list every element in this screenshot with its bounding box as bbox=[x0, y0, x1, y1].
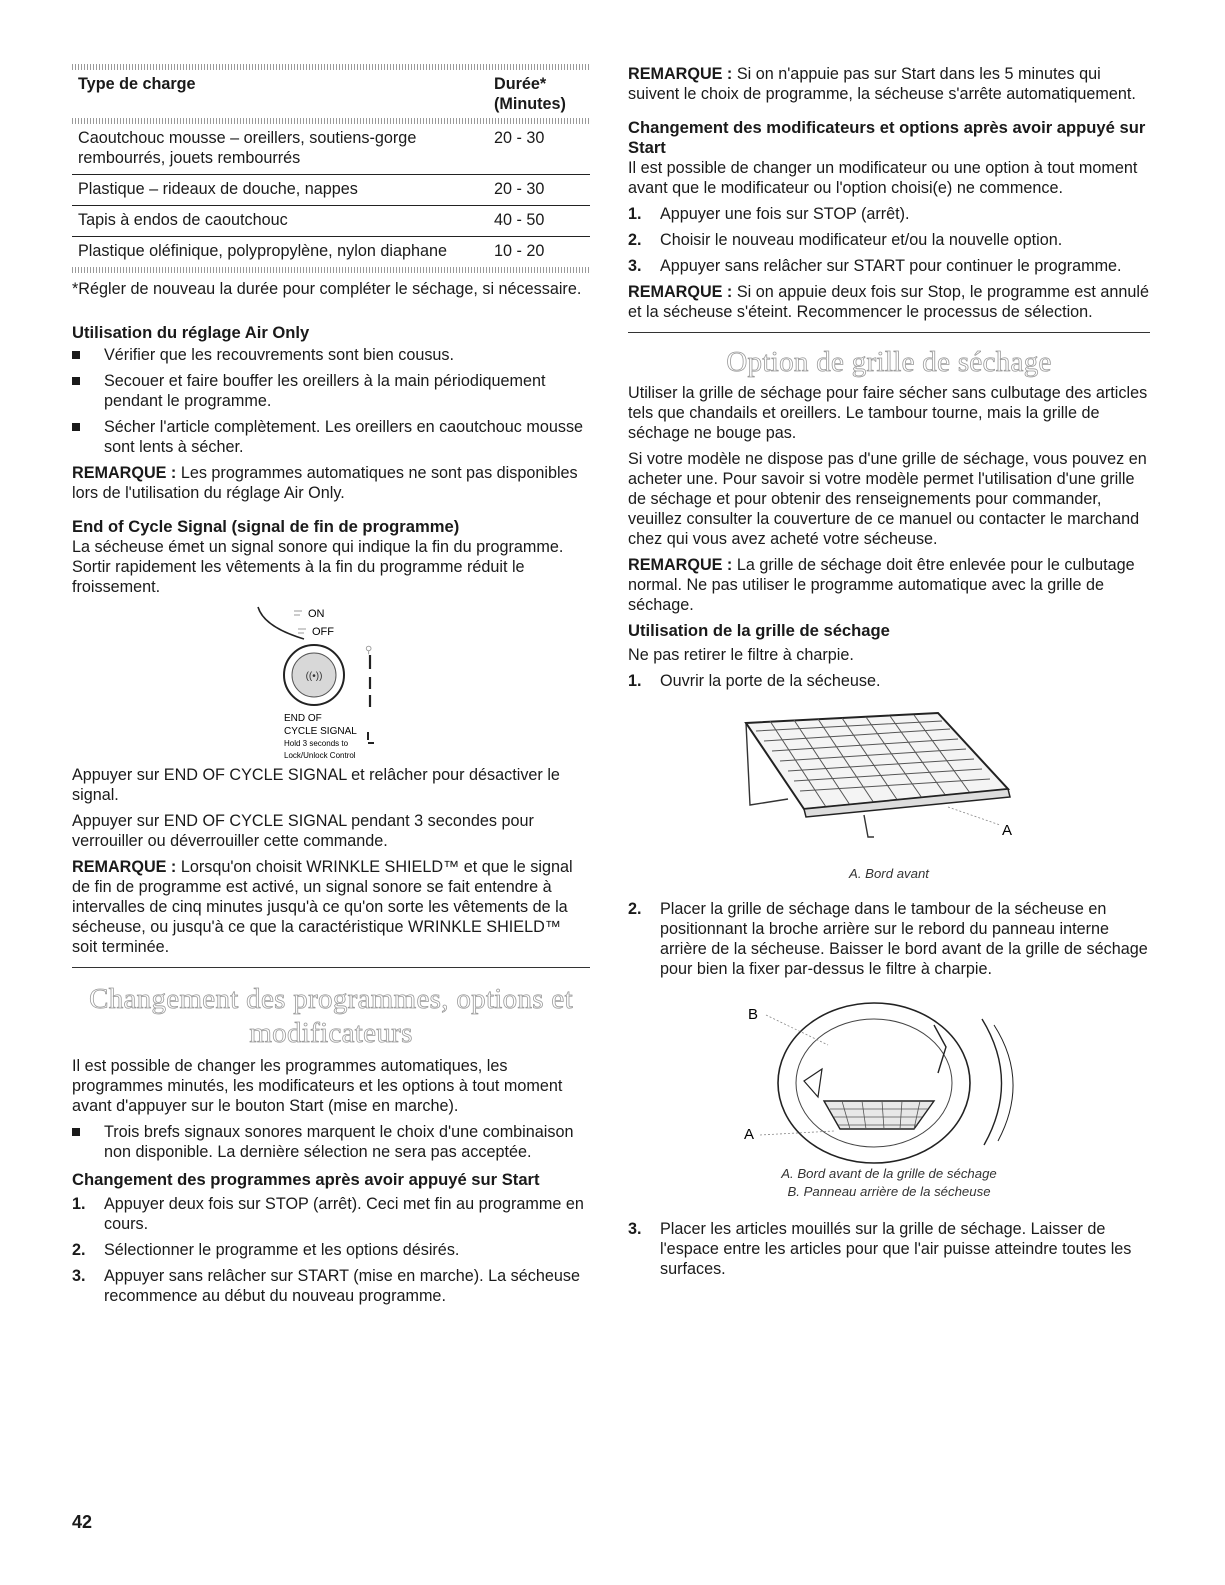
changement-sub-heading: Changement des programmes après avoir appuyé sur Start bbox=[72, 1170, 540, 1189]
lock-unlock-label: Lock/Unlock Control bbox=[284, 751, 356, 760]
callout-a2-label: A bbox=[744, 1126, 755, 1143]
grille-title: Option de grille de séchage bbox=[726, 346, 1052, 378]
grille-note bbox=[628, 555, 1150, 615]
list-item bbox=[628, 899, 1150, 979]
off-label: OFF bbox=[312, 626, 334, 638]
list-item-text: Secouer et faire bouffer les oreillers à la main périodiquement pendant le programme. bbox=[104, 372, 546, 410]
lock-icon: ⚲ bbox=[365, 645, 373, 656]
figure2-caption2: B. Panneau arrière de la sécheuse bbox=[787, 1184, 991, 1199]
row-type: Plastique oléfinique, polypropylène, nylon diaphane bbox=[72, 237, 488, 268]
note-text: La grille de séchage doit être enlevée pour le culbutage normal. Ne pas utiliser le programme automatique avec la grille de séchage. bbox=[628, 556, 1135, 614]
step-number: 2. bbox=[628, 231, 642, 249]
drying-rack-figure bbox=[628, 697, 1150, 865]
dryer-door-inner bbox=[994, 1025, 1013, 1141]
changement-steps bbox=[72, 1194, 590, 1306]
figure1-caption: A. Bord avant bbox=[849, 866, 929, 881]
header-minutes-label: (Minutes) bbox=[494, 95, 566, 113]
row-duree: 20 - 30 bbox=[488, 175, 590, 206]
modificateurs-heading: Changement des modificateurs et options après avoir appuyé sur Start bbox=[628, 118, 1146, 157]
air-only-note bbox=[72, 463, 590, 503]
grille-step1 bbox=[628, 671, 1150, 691]
list-item-text: Sécher l'article complètement. Les oreillers en caoutchouc mousse sont lents à sécher. bbox=[104, 418, 584, 456]
changement-title-line1: Changement des programmes, options et bbox=[89, 983, 573, 1015]
step-text: Placer la grille de séchage dans le tambour de la sécheuse en positionnant la broche arrière sur le rebord du panneau interne arrière de la sécheuse. Baisser le bord avant de la grille de séchage pour bien la fixer par-dessus le filtre à charpie. bbox=[660, 900, 1148, 978]
header-duree bbox=[488, 70, 590, 118]
table-row bbox=[72, 206, 590, 237]
end-cycle-heading: End of Cycle Signal (signal de fin de programme) bbox=[72, 517, 460, 536]
note-label: REMARQUE : bbox=[628, 283, 733, 301]
on-label: ON bbox=[308, 608, 325, 620]
table-row bbox=[72, 237, 590, 268]
note-label: REMARQUE : bbox=[628, 556, 733, 574]
header-type: Type de charge bbox=[78, 75, 196, 93]
pointer-line bbox=[258, 607, 304, 639]
cycle-signal-label: CYCLE SIGNAL bbox=[284, 726, 357, 737]
left-column bbox=[72, 64, 590, 1312]
figure2-caption1: A. Bord avant de la grille de séchage bbox=[781, 1166, 997, 1181]
note-text: Si on appuie deux fois sur Stop, le programme est annulé et la sécheuse s'éteint. Recommencer le processus de sélection. bbox=[628, 283, 1149, 321]
changement-list bbox=[72, 1122, 590, 1162]
note-label: REMARQUE : bbox=[628, 65, 733, 83]
sound-waves-icon: ((•)) bbox=[305, 671, 323, 682]
step-number: 3. bbox=[72, 1267, 86, 1285]
step-text: Appuyer sans relâcher sur START (mise en marche). La sécheuse recommence au début du nouveau programme. bbox=[104, 1267, 580, 1305]
callout-a-label: A bbox=[1002, 822, 1013, 839]
list-item bbox=[72, 1266, 590, 1306]
hold-label: Hold 3 seconds to bbox=[284, 739, 349, 748]
list-item-text: Vérifier que les recouvrements sont bien cousus. bbox=[104, 346, 455, 364]
step-number: 3. bbox=[628, 257, 642, 275]
step-text: Placer les articles mouillés sur la grille de séchage. Laisser de l'espace entre les articles pour que l'air puisse atteindre toutes les surfaces. bbox=[660, 1220, 1132, 1278]
table-footnote: *Régler de nouveau la durée pour compléter le séchage, si nécessaire. bbox=[72, 280, 582, 298]
end-cycle-intro: La sécheuse émet un signal sonore qui indique la fin du programme. Sortir rapidement les vêtements à la fin du programme réduit le froissement. bbox=[72, 538, 564, 596]
stop-note bbox=[628, 64, 1150, 104]
list-item bbox=[72, 345, 590, 365]
grille-step2 bbox=[628, 899, 1150, 979]
step-text: Ouvrir la porte de la sécheuse. bbox=[660, 672, 881, 690]
drying-rack-illustration bbox=[628, 697, 1150, 865]
step-number: 1. bbox=[628, 205, 642, 223]
row-type: Plastique – rideaux de douche, nappes bbox=[72, 175, 488, 206]
right-column bbox=[628, 64, 1150, 1285]
list-item bbox=[628, 204, 1150, 224]
end-cycle-p2: Appuyer sur END OF CYCLE SIGNAL pendant 3 secondes pour verrouiller ou déverrouiller cette commande. bbox=[72, 812, 534, 850]
callout-line-a bbox=[948, 807, 1000, 825]
square-bullet-icon bbox=[72, 1128, 80, 1136]
grille-sub-heading: Utilisation de la grille de séchage bbox=[628, 621, 890, 640]
square-bullet-icon bbox=[72, 377, 80, 385]
step-text: Appuyer sans relâcher sur START pour continuer le programme. bbox=[660, 257, 1122, 275]
end-cycle-p1: Appuyer sur END OF CYCLE SIGNAL et relâcher pour désactiver le signal. bbox=[72, 766, 560, 804]
row-type: Caoutchouc mousse – oreillers, soutiens-gorge rembourrés, jouets rembourrés bbox=[78, 129, 417, 167]
list-item bbox=[628, 256, 1150, 276]
page-number: 42 bbox=[72, 1512, 93, 1532]
callout-b-label: B bbox=[748, 1006, 759, 1023]
step-number: 2. bbox=[628, 900, 642, 918]
grille-step3 bbox=[628, 1219, 1150, 1279]
changement-title bbox=[72, 982, 590, 1050]
list-item bbox=[72, 1194, 590, 1234]
list-item bbox=[628, 671, 1150, 691]
step-text: Choisir le nouveau modificateur et/ou la nouvelle option. bbox=[660, 231, 1063, 249]
grille-p1: Utiliser la grille de séchage pour faire sécher sans culbutage des articles tels que chandails et oreillers. Le tambour tourne, mais la grille de séchage ne bouge pas. bbox=[628, 384, 1148, 442]
step-number: 1. bbox=[72, 1195, 86, 1213]
row-duree: 10 - 20 bbox=[488, 237, 590, 268]
list-item-text: Trois brefs signaux sonores marquent le choix d'une combinaison non disponible. La dernière sélection ne sera pas acceptée. bbox=[104, 1123, 574, 1161]
stop-twice-note bbox=[628, 282, 1150, 322]
step-number: 3. bbox=[628, 1220, 642, 1238]
grille-p2: Si votre modèle ne dispose pas d'une grille de séchage, vous pouvez en acheter une. Pour savoir si votre modèle permet l'utilisation d'une grille de séchage et pour obtenir des renseignements pour commander, veuillez consulter la couverture de ce manuel ou contacter le marchand chez qui vous avez acheté votre sécheuse. bbox=[628, 450, 1147, 548]
list-item bbox=[628, 230, 1150, 250]
step-text: Appuyer deux fois sur STOP (arrêt). Ceci met fin au programme en cours. bbox=[104, 1195, 584, 1233]
step-text: Sélectionner le programme et les options désirés. bbox=[104, 1241, 460, 1259]
note-text: Les programmes automatiques ne sont pas disponibles lors de l'utilisation du réglage Air Only. bbox=[72, 464, 578, 502]
end-cycle-note bbox=[72, 857, 590, 957]
section-divider bbox=[72, 967, 590, 968]
list-item bbox=[72, 371, 590, 411]
load-table bbox=[72, 70, 590, 267]
modificateurs-intro: Il est possible de changer un modificateur ou une option à tout moment avant que le modificateur ou l'option choisi(e) ne commence. bbox=[628, 159, 1138, 197]
table-bottom-rule bbox=[72, 267, 590, 273]
rack-front-leg bbox=[864, 815, 874, 837]
dryer-drum-illustration bbox=[628, 985, 1150, 1165]
dryer-drum-figure bbox=[628, 985, 1150, 1165]
note-label: REMARQUE : bbox=[72, 858, 177, 876]
modificateurs-steps bbox=[628, 204, 1150, 276]
table-header-row bbox=[72, 70, 590, 118]
list-item bbox=[628, 1219, 1150, 1279]
list-item bbox=[72, 1240, 590, 1260]
step-number: 1. bbox=[628, 672, 642, 690]
note-label: REMARQUE : bbox=[72, 464, 177, 482]
section-divider bbox=[628, 332, 1150, 333]
step-number: 2. bbox=[72, 1241, 86, 1259]
changement-title-line2: modificateurs bbox=[249, 1017, 413, 1049]
changement-intro: Il est possible de changer les programmes automatiques, les programmes minutés, les modificateurs et les options à tout moment avant d'appuyer sur le bouton Start (mise en marche). bbox=[72, 1057, 563, 1115]
table-row bbox=[72, 175, 590, 206]
header-duree-label: Durée* bbox=[494, 75, 547, 93]
end-of-label: END OF bbox=[284, 713, 322, 724]
row-type: Tapis à endos de caoutchouc bbox=[72, 206, 488, 237]
end-of-cycle-signal-figure bbox=[72, 603, 590, 765]
square-bullet-icon bbox=[72, 423, 80, 431]
list-item bbox=[72, 1122, 590, 1162]
grille-sub-p: Ne pas retirer le filtre à charpie. bbox=[628, 646, 854, 664]
row-duree: 40 - 50 bbox=[488, 206, 590, 237]
signal-button-illustration bbox=[72, 603, 590, 765]
dryer-door bbox=[982, 1019, 1002, 1145]
list-item bbox=[72, 417, 590, 457]
air-only-heading: Utilisation du réglage Air Only bbox=[72, 323, 310, 342]
note-text: Lorsqu'on choisit WRINKLE SHIELD™ et que le signal de fin de programme est activé, un signal sonore se fait entendre à intervalles de cinq minutes jusqu'à ce qu'on sorte les vêtements de la sécheuse, ou jusqu'à ce que la caractéristique WRINKLE SHIELD™ soit terminée. bbox=[72, 858, 573, 956]
note-text: Si on n'appuie pas sur Start dans les 5 minutes qui suivent le choix de programme, la sécheuse s'arrête automatiquement. bbox=[628, 65, 1136, 103]
square-bullet-icon bbox=[72, 351, 80, 359]
air-only-list bbox=[72, 345, 590, 457]
off-marks-icon bbox=[298, 629, 306, 633]
lock-indicator-tail bbox=[368, 732, 374, 743]
step-text: Appuyer une fois sur STOP (arrêt). bbox=[660, 205, 910, 223]
row-duree: 20 - 30 bbox=[494, 129, 545, 147]
on-marks-icon bbox=[294, 611, 302, 615]
table-row bbox=[72, 124, 590, 175]
